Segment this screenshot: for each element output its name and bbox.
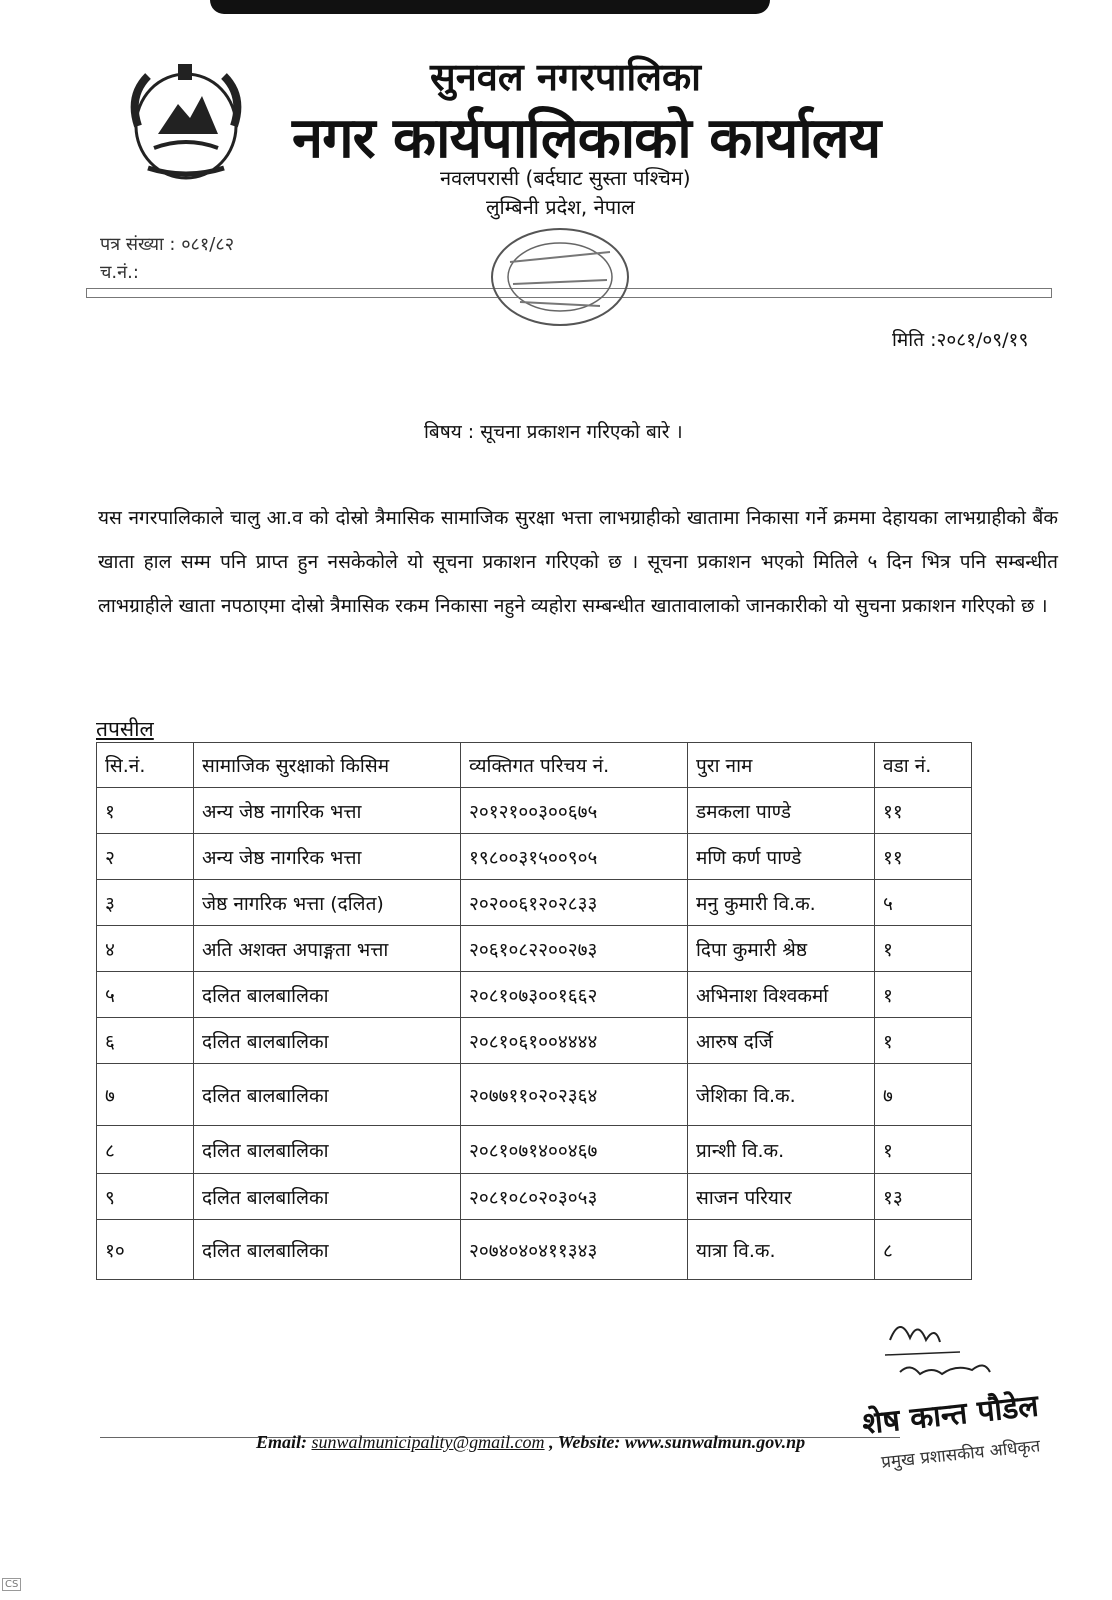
table-cell: दलित बालबालिका <box>194 1174 461 1220</box>
table-row <box>97 972 972 1018</box>
table-row <box>97 1018 972 1064</box>
table-cell: ८ <box>97 1126 194 1174</box>
table-cell: ६ <box>97 1018 194 1064</box>
column-header: व्यक्तिगत परिचय नं. <box>461 743 688 788</box>
list-title: तपसील <box>96 717 154 741</box>
table-cell: प्रान्शी वि.क. <box>688 1126 875 1174</box>
table-cell: ७ <box>97 1064 194 1126</box>
table-cell: जेशिका वि.क. <box>688 1064 875 1126</box>
address-line-1: नवलपरासी (बर्दघाट सुस्ता पश्चिम) <box>440 166 691 190</box>
table-cell: १ <box>875 926 972 972</box>
email-link[interactable]: sunwalmunicipality@gmail.com <box>311 1432 545 1452</box>
table-cell: ५ <box>97 972 194 1018</box>
table-cell: ८ <box>875 1220 972 1280</box>
table-cell: १ <box>875 1126 972 1174</box>
table-cell: दलित बालबालिका <box>194 1126 461 1174</box>
municipality-name: सुनवल नगरपालिका <box>430 55 701 99</box>
table-cell: २०८१०६१००४४४४ <box>461 1018 688 1064</box>
table-cell: २०१२१००३००६७५ <box>461 788 688 834</box>
table-cell: २०६१०८२२००२७३ <box>461 926 688 972</box>
table-cell: डमकला पाण्डे <box>688 788 875 834</box>
table-cell: दलित बालबालिका <box>194 1064 461 1126</box>
chalan-number: च.नं.: <box>100 262 139 283</box>
column-header: सामाजिक सुरक्षाको किसिम <box>194 743 461 788</box>
reference-number: पत्र संख्या : ०८१/८२ <box>100 234 235 255</box>
table-cell: मनु कुमारी वि.क. <box>688 880 875 926</box>
table-cell: दलित बालबालिका <box>194 1220 461 1280</box>
table-cell: जेष्ठ नागरिक भत्ता (दलित) <box>194 880 461 926</box>
table-cell: २०२००६१२०२८३३ <box>461 880 688 926</box>
table-cell: १० <box>97 1220 194 1280</box>
table-cell: ११ <box>875 788 972 834</box>
table-row <box>97 788 972 834</box>
table-cell: अन्य जेष्ठ नागरिक भत्ता <box>194 834 461 880</box>
table-cell: २ <box>97 834 194 880</box>
table-cell: १ <box>97 788 194 834</box>
table-cell: ३ <box>97 880 194 926</box>
table-cell: ११ <box>875 834 972 880</box>
footer-contact <box>256 1432 805 1453</box>
table-cell: २०८१०८०२०३०५३ <box>461 1174 688 1220</box>
table-cell: अभिनाश विश्वकर्मा <box>688 972 875 1018</box>
table-row <box>97 834 972 880</box>
office-stamp-icon <box>485 222 635 332</box>
scanner-logo-icon: CS <box>2 1578 21 1591</box>
address-line-2: लुम्बिनी प्रदेश, नेपाल <box>486 195 635 219</box>
nepal-emblem-icon <box>118 56 254 188</box>
table-cell: दलित बालबालिका <box>194 1018 461 1064</box>
table-cell: १ <box>875 1018 972 1064</box>
table-cell: ४ <box>97 926 194 972</box>
table-cell: २०८१०७३००१६६२ <box>461 972 688 1018</box>
beneficiary-table <box>96 742 972 1280</box>
table-cell: दिपा कुमारी श्रेष्ठ <box>688 926 875 972</box>
column-header: सि.नं. <box>97 743 194 788</box>
letter-subject: बिषय : सूचना प्रकाशन गरिएको बारे । <box>424 421 683 443</box>
table-cell: साजन परियार <box>688 1174 875 1220</box>
website-label: , Website: <box>549 1432 621 1452</box>
table-cell: ५ <box>875 880 972 926</box>
website-link[interactable]: www.sunwalmun.gov.np <box>624 1432 806 1452</box>
table-cell: ७ <box>875 1064 972 1126</box>
table-cell: ९ <box>97 1174 194 1220</box>
table-row <box>97 1064 972 1126</box>
signatory-title: प्रमुख प्रशासकीय अधिकृत <box>880 1436 1042 1473</box>
office-name: नगर कार्यपालिकाको कार्यालय <box>292 106 881 171</box>
handwritten-signature-icon <box>880 1310 1000 1390</box>
table-cell: अति अशक्त अपाङ्गता भत्ता <box>194 926 461 972</box>
table-cell: यात्रा वि.क. <box>688 1220 875 1280</box>
scan-top-edge <box>210 0 770 14</box>
letter-body: यस नगरपालिकाले चालु आ.व को दोस्रो त्रैमासिक सामाजिक सुरक्षा भत्ता लाभग्राहीको खातामा निकासा गर्ने क्रममा देहायका लाभग्राहीको बैंक खाता हाल सम्म पनि प्राप्त हुन नसकेकोले यो सूचना प्रकाशन गरिएको छ । सूचना प्रकाशन भएको मितिले ५ दिन भित्र पनि सम्बन्धीत लाभग्राहीले खाता नपठाएमा दोस्रो त्रैमासिक रकम निकासा नहुने व्यहोरा सम्बन्धीत खातावालाको जानकारीको यो सुचना प्रकाशन गरिएको छ । <box>98 507 1058 617</box>
table-row <box>97 926 972 972</box>
table-header-row <box>97 743 972 788</box>
column-header: वडा नं. <box>875 743 972 788</box>
column-header: पुरा नाम <box>688 743 875 788</box>
letter-date: मिति :२०८१/०९/१९ <box>892 329 1029 351</box>
table-row <box>97 1174 972 1220</box>
table-cell: २०८१०७१४००४६७ <box>461 1126 688 1174</box>
table-cell: १ <box>875 972 972 1018</box>
table-cell: २०७७११०२०२३६४ <box>461 1064 688 1126</box>
table-cell: १३ <box>875 1174 972 1220</box>
table-row <box>97 1126 972 1174</box>
table-cell: १९८००३१५००९०५ <box>461 834 688 880</box>
table-cell: अन्य जेष्ठ नागरिक भत्ता <box>194 788 461 834</box>
email-label: Email: <box>256 1432 308 1452</box>
table-cell: आरुष दर्जि <box>688 1018 875 1064</box>
table-cell: २०७४०४०४११३४३ <box>461 1220 688 1280</box>
table-cell: मणि कर्ण पाण्डे <box>688 834 875 880</box>
table-cell: दलित बालबालिका <box>194 972 461 1018</box>
signatory-name: शेष कान्त पौडेल <box>860 1388 1041 1442</box>
table-row <box>97 1220 972 1280</box>
table-row <box>97 880 972 926</box>
